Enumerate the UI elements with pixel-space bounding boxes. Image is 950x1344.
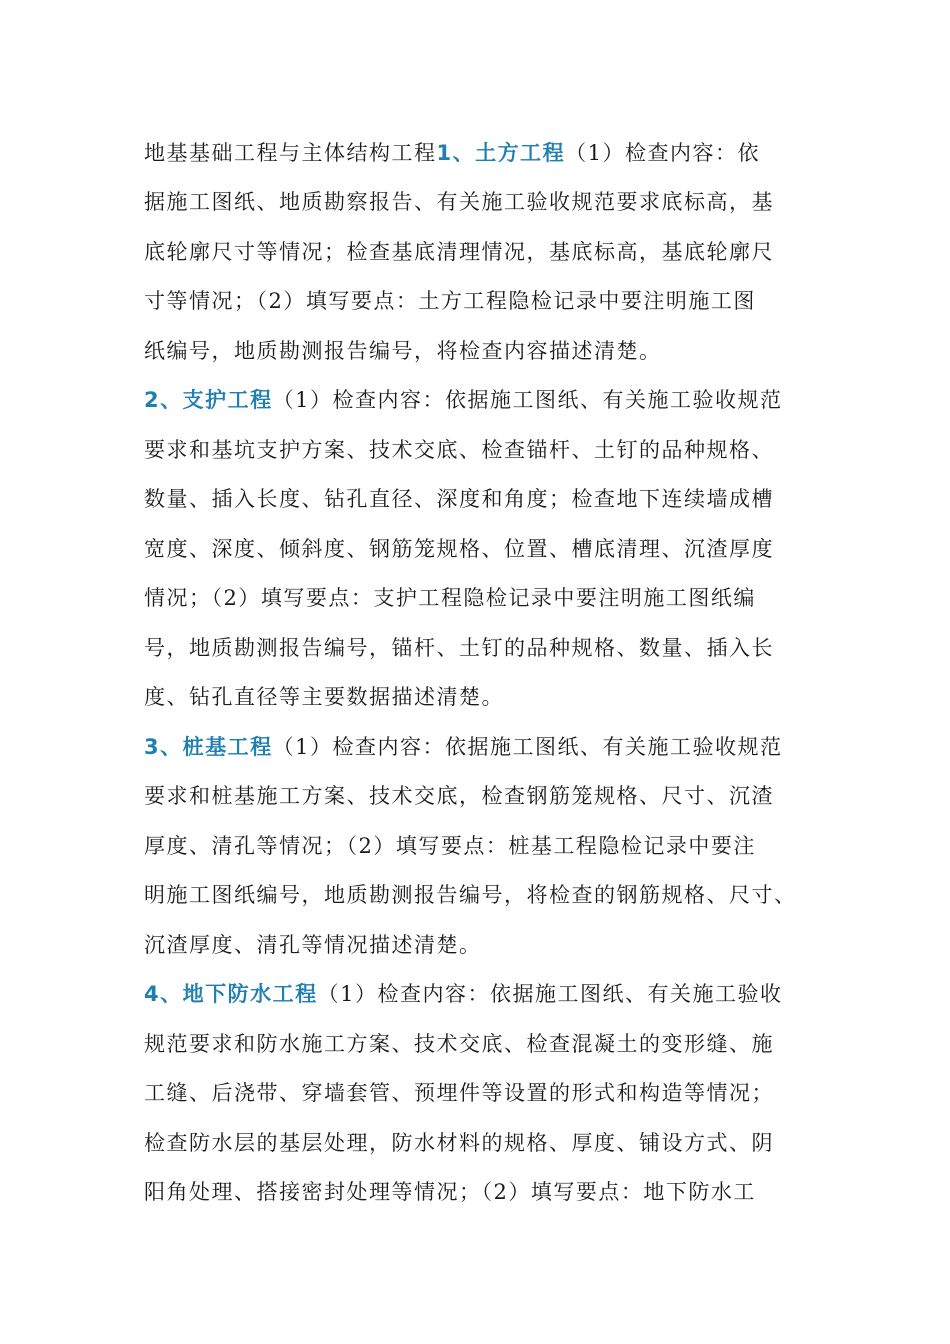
text-line bbox=[144, 930, 482, 960]
body-text: 宽度、深度、倾斜度、钢筋笼规格、位置、槽底清理、沉渣厚度 bbox=[144, 537, 774, 561]
text-line bbox=[144, 1128, 774, 1158]
body-text: （1）检查内容：依据施工图纸、有关施工验收 bbox=[317, 982, 783, 1006]
body-text: 明施工图纸编号，地质勘测报告编号，将检查的钢筋规格、尺寸、 bbox=[144, 883, 797, 907]
text-line bbox=[144, 534, 774, 564]
body-text: 寸等情况；（2）填写要点：土方工程隐检记录中要注明施工图 bbox=[144, 289, 756, 313]
text-line bbox=[144, 682, 504, 712]
text-line bbox=[144, 831, 756, 861]
section-heading: 1、土方工程 bbox=[436, 141, 566, 165]
body-text: 度、钻孔直径等主要数据描述清楚。 bbox=[144, 685, 504, 709]
text-line bbox=[144, 880, 797, 910]
body-text: 工缝、后浇带、穿墙套管、预埋件等设置的形式和构造等情况； bbox=[144, 1081, 774, 1105]
body-text: 要求和桩基施工方案、技术交底，检查钢筋笼规格、尺寸、沉渣 bbox=[144, 784, 774, 808]
body-text: 纸编号，地质勘测报告编号，将检查内容描述清楚。 bbox=[144, 339, 662, 363]
text-line bbox=[144, 187, 774, 217]
text-line bbox=[144, 385, 782, 415]
text-line bbox=[144, 435, 774, 465]
body-text: 厚度、清孔等情况；（2）填写要点：桩基工程隐检记录中要注 bbox=[144, 834, 756, 858]
body-text: 规范要求和防水施工方案、技术交底、检查混凝土的变形缝、施 bbox=[144, 1032, 774, 1056]
section-heading: 4、地下防水工程 bbox=[144, 982, 318, 1006]
section-heading: 3、桩基工程 bbox=[144, 735, 273, 759]
text-line bbox=[144, 979, 782, 1009]
body-text: （1）检查内容：依据施工图纸、有关施工验收规范 bbox=[272, 388, 783, 412]
text-line bbox=[144, 583, 756, 613]
text-line bbox=[144, 1078, 774, 1108]
section-heading: 2、支护工程 bbox=[144, 388, 273, 412]
text-line bbox=[144, 138, 760, 168]
body-text: 底轮廓尺寸等情况；检查基底清理情况，基底标高，基底轮廓尺 bbox=[144, 240, 774, 264]
body-text: （1）检查内容：依 bbox=[565, 141, 760, 165]
text-line bbox=[144, 732, 782, 762]
text-line bbox=[144, 781, 774, 811]
text-line bbox=[144, 484, 774, 514]
body-text: 情况；（2）填写要点：支护工程隐检记录中要注明施工图纸编 bbox=[144, 586, 756, 610]
text-line bbox=[144, 1177, 756, 1207]
body-text: 检查防水层的基层处理，防水材料的规格、厚度、铺设方式、阴 bbox=[144, 1131, 774, 1155]
text-line bbox=[144, 336, 662, 366]
body-text: 阳角处理、搭接密封处理等情况；（2）填写要点：地下防水工 bbox=[144, 1180, 756, 1204]
text-line bbox=[144, 237, 774, 267]
body-text: 数量、插入长度、钻孔直径、深度和角度；检查地下连续墙成槽 bbox=[144, 487, 774, 511]
text-line bbox=[144, 286, 756, 316]
body-text: （1）检查内容：依据施工图纸、有关施工验收规范 bbox=[272, 735, 783, 759]
body-text: 号，地质勘测报告编号，锚杆、土钉的品种规格、数量、插入长 bbox=[144, 636, 774, 660]
text-line bbox=[144, 1029, 774, 1059]
text-line bbox=[144, 633, 774, 663]
body-text: 据施工图纸、地质勘察报告、有关施工验收规范要求底标高，基 bbox=[144, 190, 774, 214]
body-text: 地基基础工程与主体结构工程 bbox=[144, 141, 437, 165]
body-text: 要求和基坑支护方案、技术交底、检查锚杆、土钉的品种规格、 bbox=[144, 438, 774, 462]
body-text: 沉渣厚度、清孔等情况描述清楚。 bbox=[144, 933, 482, 957]
